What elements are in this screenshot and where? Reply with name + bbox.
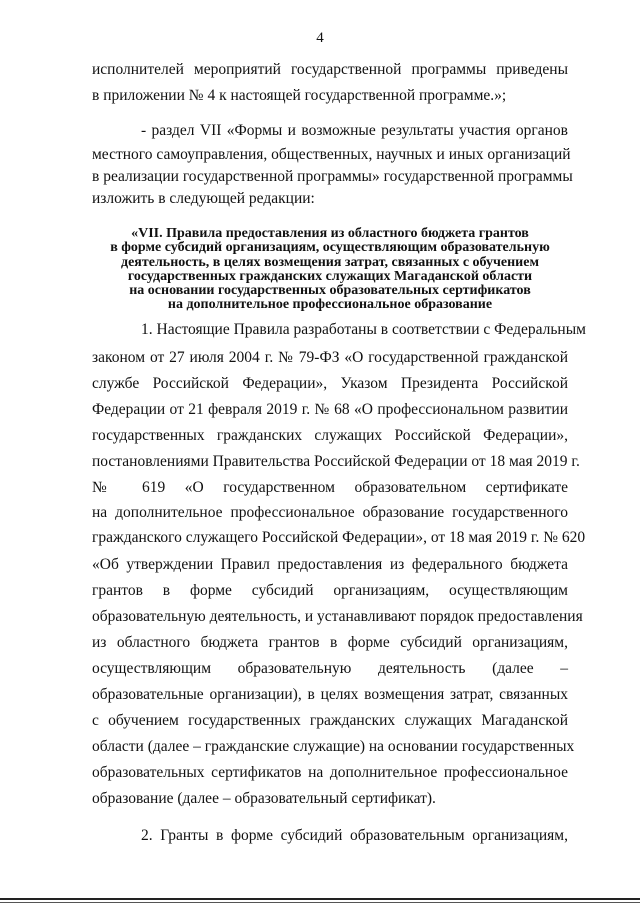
- body-line: образовательные организации), в целях возмещения затрат, связанных: [92, 686, 568, 703]
- intro-line: в приложении № 4 к настоящей государственной программе.»;: [92, 87, 507, 104]
- intro-line: изложить в следующей редакции:: [92, 190, 315, 207]
- body-line: государственных гражданских служащих Российской Федерации»,: [92, 427, 568, 444]
- body-line: из областного бюджета грантов в форме субсидий организациям,: [92, 634, 568, 651]
- intro-line: в реализации государственной программы» государственной программы: [92, 168, 573, 185]
- body-line: № 619 «О государственном образовательном сертификате: [92, 479, 568, 496]
- scan-edge-line: [0, 898, 640, 900]
- body-line: осуществляющим образовательную деятельность (далее –: [92, 660, 568, 677]
- heading-line: на основании государственных образовательных сертификатов: [129, 283, 531, 299]
- heading-line: на дополнительное профессиональное образование: [167, 297, 493, 313]
- intro-line: местного самоуправления, общественных, научных и иных организаций: [92, 146, 571, 163]
- body-line: образовательных сертификатов на дополнительное профессиональное: [92, 764, 568, 781]
- body-line: «Об утверждении Правил предоставления из федерального бюджета: [92, 556, 568, 573]
- heading-line: государственных гражданских служащих Магаданской области: [127, 268, 533, 284]
- body-line: законом от 27 июля 2004 г. № 79-ФЗ «О государственной гражданской: [92, 349, 568, 366]
- body-line: службе Российской Федерации», Указом Президента Российской: [92, 375, 568, 392]
- body-line: 1. Настоящие Правила разработаны в соответствии с Федеральным: [141, 321, 586, 338]
- body-line: 2. Гранты в форме субсидий образовательным организациям,: [141, 827, 568, 844]
- page-number: 4: [316, 30, 324, 46]
- scan-edge-line: [0, 902, 640, 903]
- body-line: Федерации от 21 февраля 2019 г. № 68 «О профессиональном развитии: [92, 401, 568, 418]
- body-line: образовательную деятельность, и устанавливают порядок предоставления: [92, 608, 583, 625]
- body-line: области (далее – гражданские служащие) на основании государственных: [92, 738, 575, 755]
- intro-line: исполнителей мероприятий государственной программы приведены: [92, 61, 568, 78]
- body-line: с обучением государственных гражданских служащих Магаданской: [92, 712, 568, 729]
- body-line: образование (далее – образовательный сертификат).: [92, 790, 436, 807]
- body-line: гражданского служащего Российской Федерации», от 18 мая 2019 г. № 620: [92, 529, 586, 546]
- heading-line: в форме субсидий организациям, осуществляющим образовательную: [110, 240, 550, 256]
- intro-line: - раздел VII «Формы и возможные результаты участия органов: [141, 122, 568, 139]
- body-line: грантов в форме субсидий организациям, осуществляющим: [92, 582, 568, 599]
- body-line: постановлениями Правительства Российской Федерации от 18 мая 2019 г.: [92, 453, 580, 470]
- section-heading: [80, 227, 580, 313]
- heading-line: деятельность, в целях возмещения затрат, связанных с обучением: [120, 254, 540, 270]
- body-line: на дополнительное профессиональное образование государственного: [92, 504, 568, 521]
- heading-line: «VII. Правила предоставления из областного бюджета грантов: [131, 226, 529, 241]
